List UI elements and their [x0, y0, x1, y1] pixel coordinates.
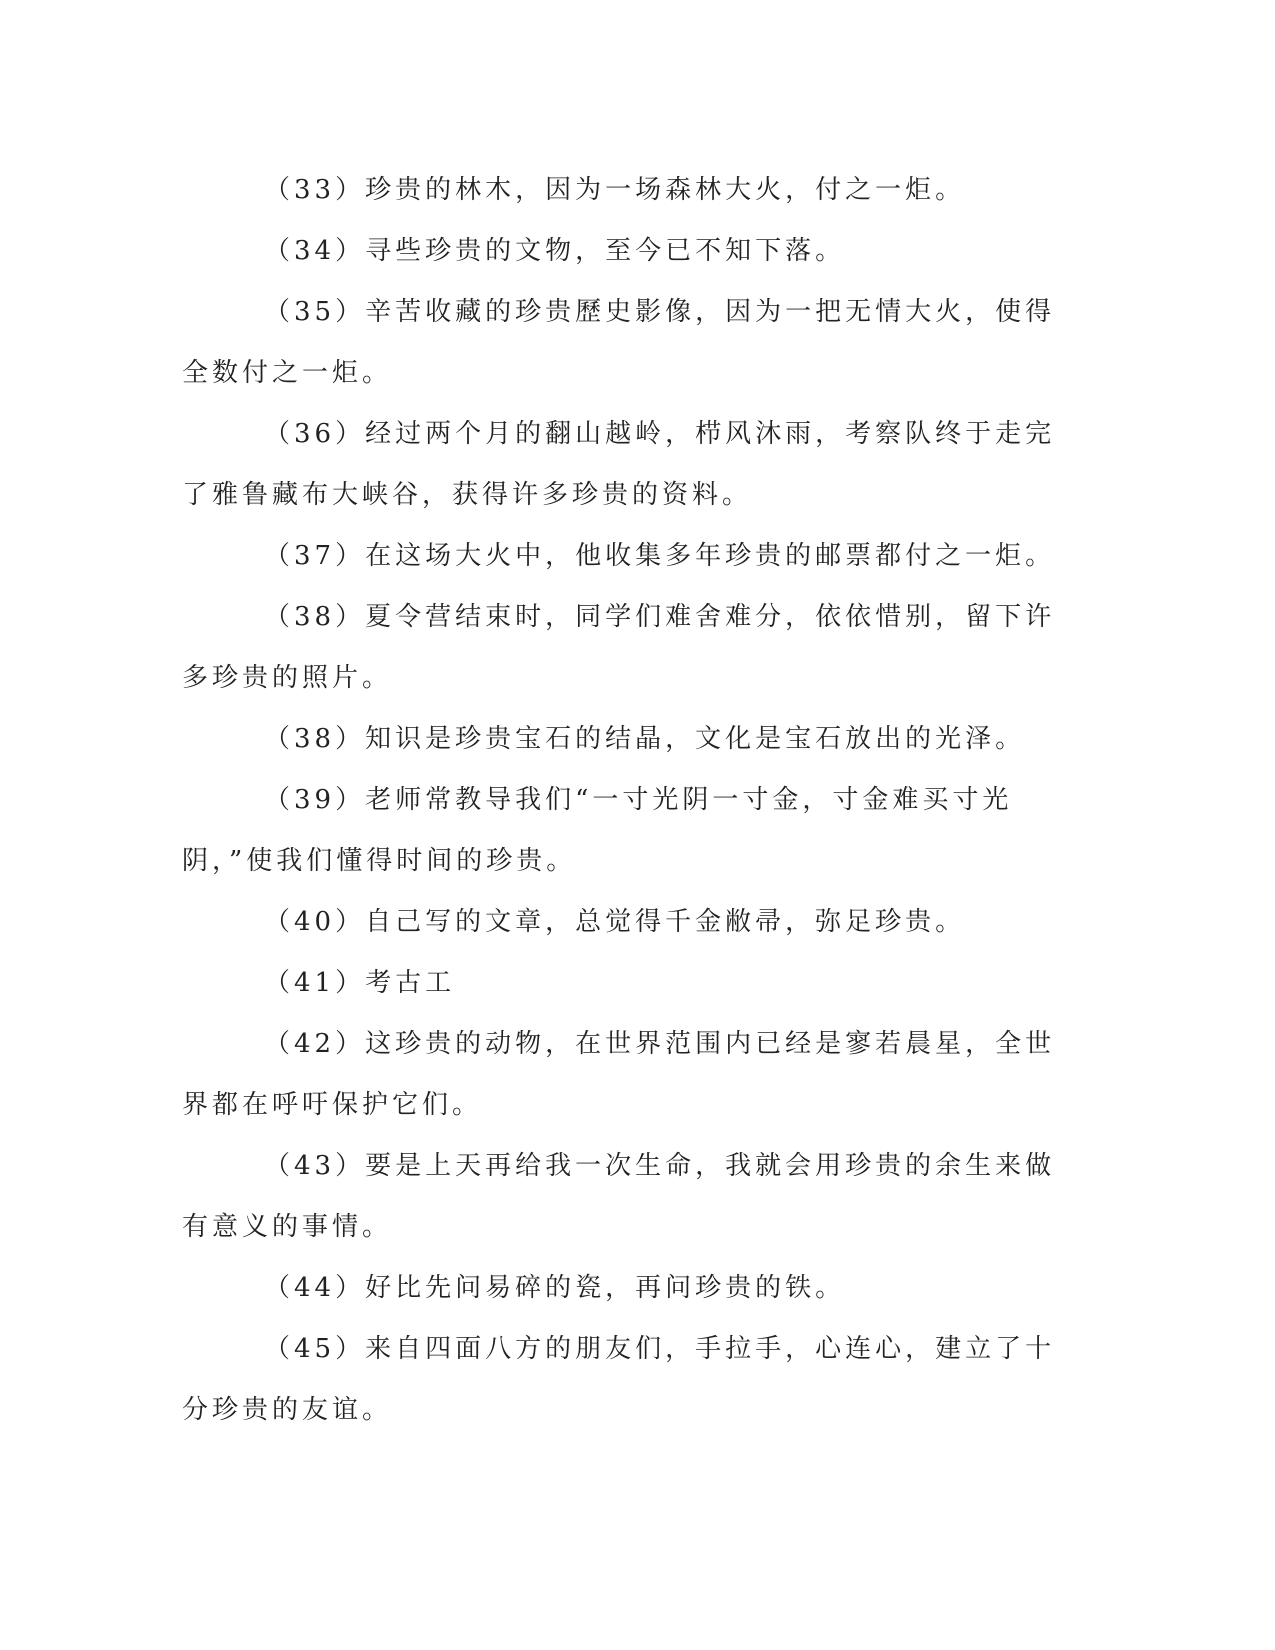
paragraph-38a: （38）夏令营结束时，同学们难舍难分，依依惜别，留下许多珍贵的照片。: [182, 602, 1056, 693]
document-body: [182, 160, 1074, 1441]
paragraph-42: （42）这珍贵的动物，在世界范围内已经是寥若晨星，全世界都在呼吁保护它们。: [182, 1029, 1056, 1120]
paragraph-39: （39）老师常教导我们“一寸光阴一寸金，寸金难买寸光阴，”使我们懂得时间的珍贵。: [182, 785, 1013, 876]
paragraph-36: （36）经过两个月的翻山越岭，栉风沐雨，考察队终于走完了雅鲁藏布大峡谷，获得许多珍贵的资料。: [182, 419, 1056, 510]
paragraph-44: （44）好比先问易碎的瓷，再问珍贵的铁。: [264, 1273, 846, 1303]
paragraph-38b: （38）知识是珍贵宝石的结晶，文化是宝石放出的光泽。: [264, 724, 1026, 754]
paragraph-40: （40）自己写的文章，总觉得千金敝帚，弥足珍贵。: [264, 907, 966, 937]
paragraph-41: （41）考古工: [264, 968, 456, 998]
paragraph-37: （37）在这场大火中，他收集多年珍贵的邮票都付之一炬。: [264, 541, 1056, 571]
paragraph-33: （33）珍贵的林木，因为一场森林大火，付之一炬。: [264, 175, 966, 205]
paragraph-43: （43）要是上天再给我一次生命，我就会用珍贵的余生来做有意义的事情。: [182, 1151, 1056, 1242]
paragraph-34: （34）寻些珍贵的文物，至今已不知下落。: [264, 236, 846, 266]
paragraph-45: （45）来自四面八方的朋友们，手拉手，心连心，建立了十分珍贵的友谊。: [182, 1334, 1056, 1425]
paragraph-35: （35）辛苦收藏的珍贵歷史影像，因为一把无情大火，使得全数付之一炬。: [182, 297, 1056, 388]
